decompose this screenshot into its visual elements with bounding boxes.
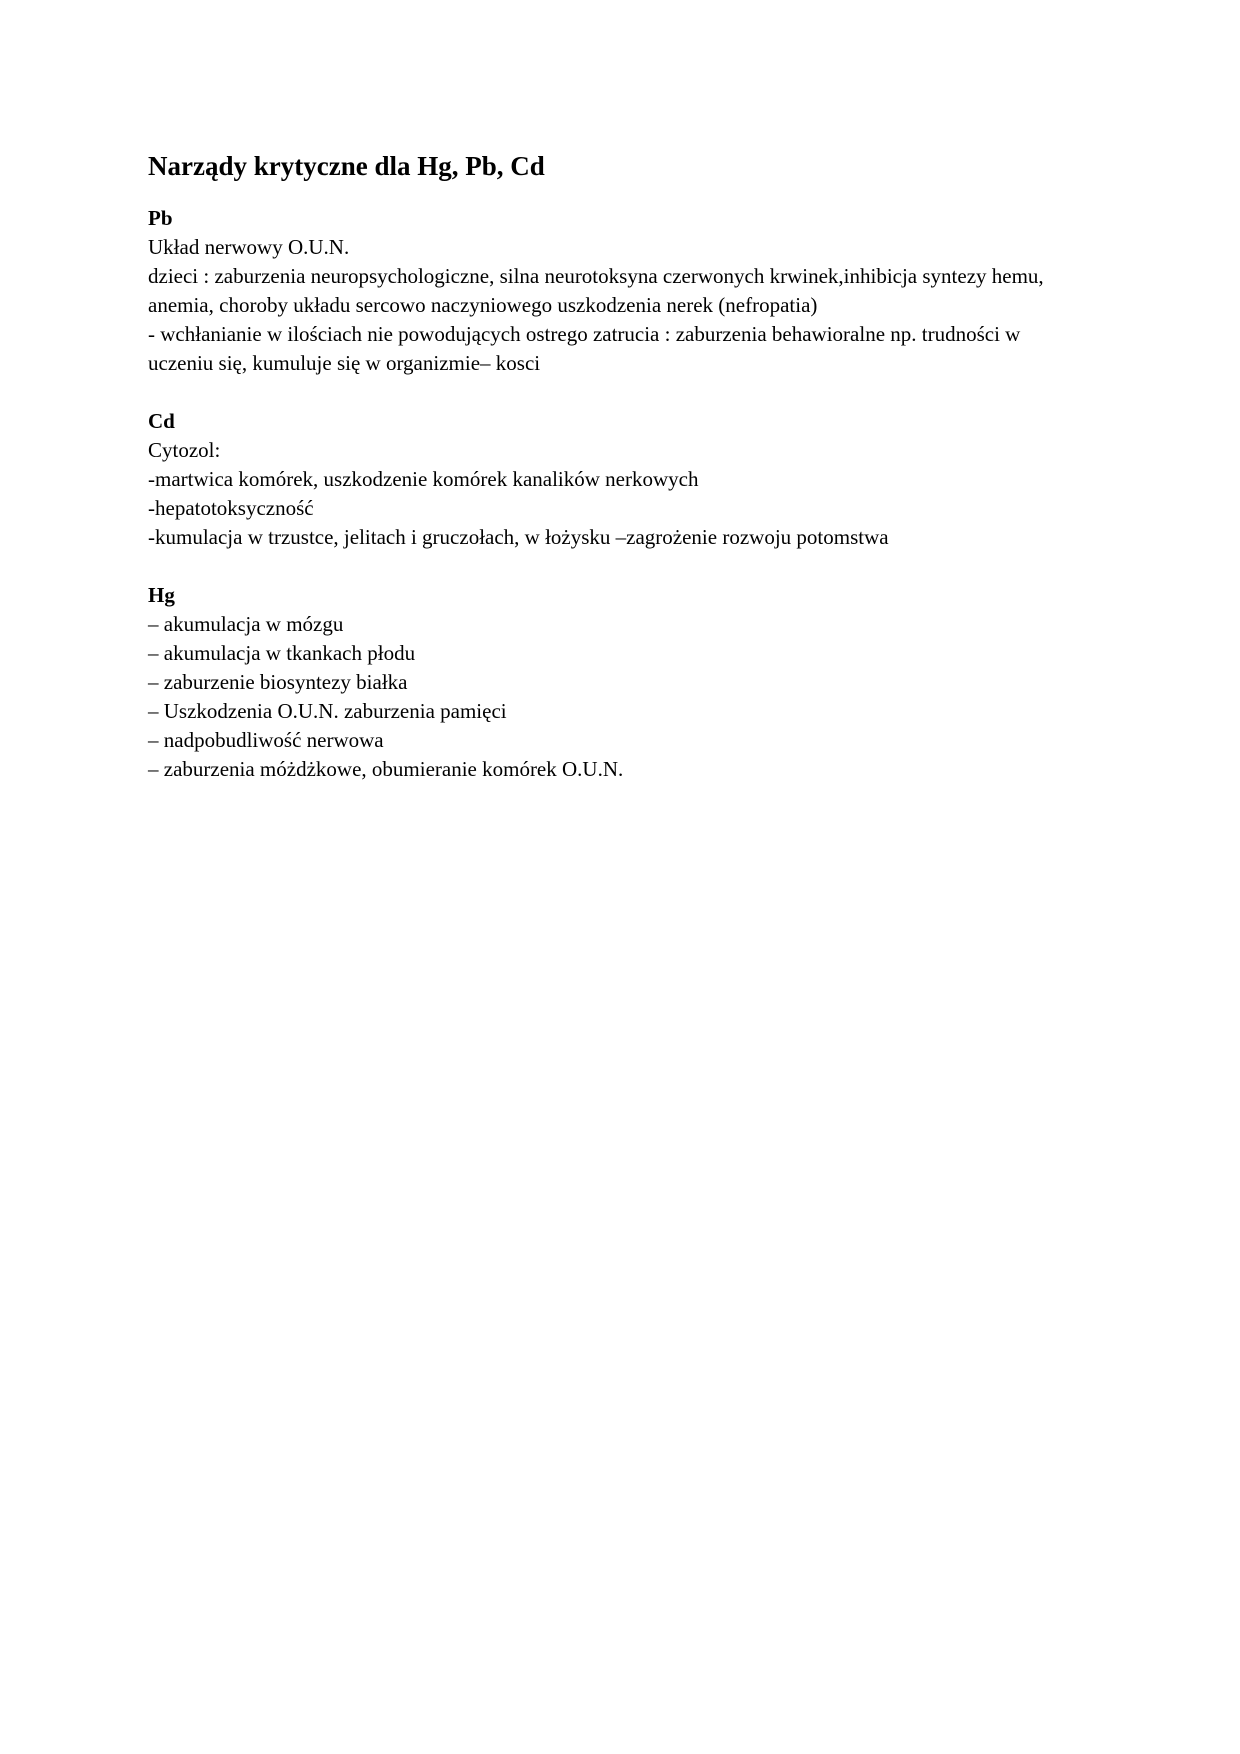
section-hg-line: – akumulacja w mózgu (148, 612, 344, 636)
section-pb-line: Układ nerwowy O.U.N. (148, 235, 350, 259)
section-cd-line: -kumulacja w trzustce, jelitach i gruczołach, w łożysku –zagrożenie rozwoju potomstwa (148, 525, 889, 549)
section-hg (148, 581, 1088, 784)
section-cd (148, 407, 1088, 552)
section-hg-line: – zaburzenia móżdżkowe, obumieranie komórek O.U.N. (148, 757, 624, 781)
document-body (148, 146, 1088, 813)
section-heading-pb: Pb (148, 206, 173, 230)
document-title: Narządy krytyczne dla Hg, Pb, Cd (148, 151, 545, 181)
section-pb-line: dzieci : zaburzenia neuropsychologiczne, silna neurotoksyna czerwonych krwinek,inhibicja syntezy hemu, anemia, choroby układu sercowo naczyniowego uszkodzenia nerek (nefropatia) (148, 264, 1044, 317)
section-heading-hg: Hg (148, 583, 175, 607)
section-hg-line: – akumulacja w tkankach płodu (148, 641, 416, 665)
section-hg-line: – zaburzenie biosyntezy białka (148, 670, 408, 694)
section-pb (148, 204, 1088, 378)
section-pb-line: - wchłanianie w ilościach nie powodujących ostrego zatrucia : zaburzenia behawioralne np. trudności w uczeniu się, kumuluje się w organizmie– kosci (148, 322, 1021, 375)
section-heading-cd: Cd (148, 409, 175, 433)
section-cd-line: -martwica komórek, uszkodzenie komórek kanalików nerkowych (148, 467, 699, 491)
section-cd-line: Cytozol: (148, 438, 221, 462)
section-hg-line: – Uszkodzenia O.U.N. zaburzenia pamięci (148, 699, 507, 723)
section-cd-line: -hepatotoksyczność (148, 496, 314, 520)
section-hg-line: – nadpobudliwość nerwowa (148, 728, 384, 752)
